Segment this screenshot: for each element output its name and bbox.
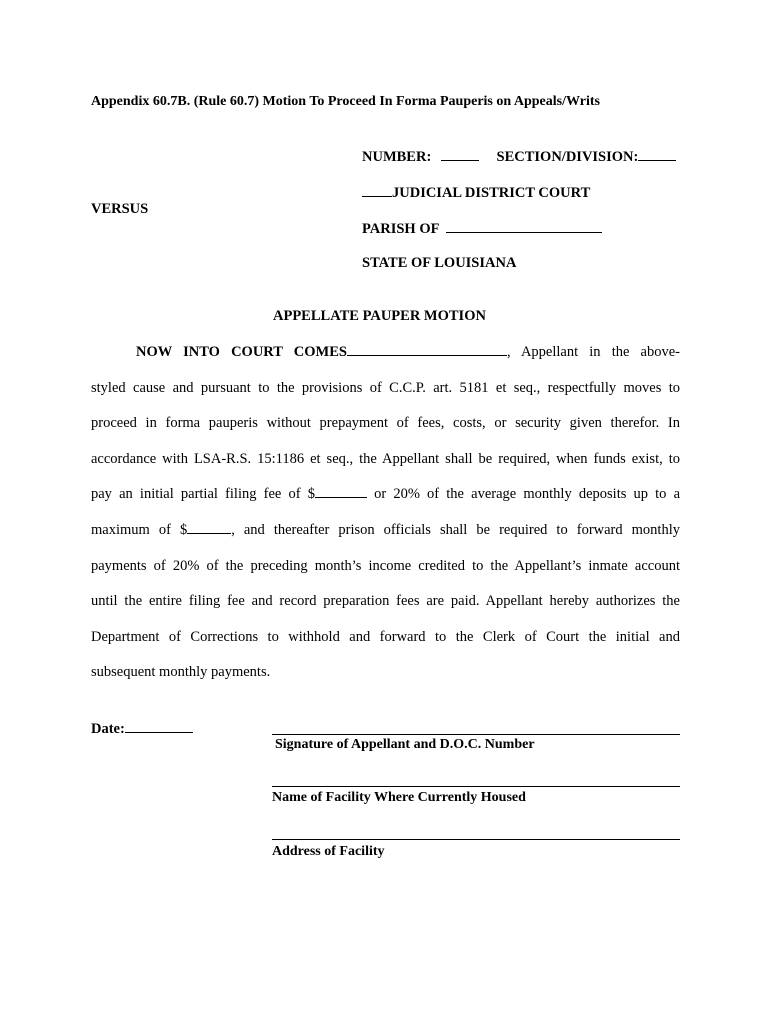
motion-line-1: [91, 335, 680, 371]
parish-row: [362, 219, 602, 238]
address-line: [272, 839, 680, 840]
line-1-end: , Appellant in the above-: [506, 344, 680, 360]
signature-label: Signature of Appellant and D.O.C. Number: [275, 737, 535, 752]
motion-line-10: subsequent monthly payments.: [91, 664, 271, 681]
initial-fee-blank: [315, 484, 367, 498]
motion-heading: APPELLATE PAUPER MOTION: [273, 308, 486, 324]
district-number-blank: [362, 183, 392, 197]
parish-blank: [446, 219, 602, 233]
signature-line: [272, 734, 680, 735]
motion-line-4: accordance with LSA-R.S. 15:1186 et seq., the Appellant shall be required, when funds exist, to: [91, 450, 680, 467]
line-5-end: or 20% of the average monthly deposits up to a: [374, 486, 681, 503]
facility-line: [272, 786, 680, 787]
address-label: Address of Facility: [272, 844, 385, 859]
motion-line-3: proceed in forma pauperis without prepayment of fees, costs, or security given therefor. In: [91, 415, 680, 432]
facility-label: Name of Facility Where Currently Housed: [272, 790, 526, 805]
court-label: JUDICIAL DISTRICT COURT: [392, 185, 591, 201]
date-blank: [125, 719, 193, 733]
line-6-start: maximum of $: [91, 522, 188, 538]
maximum-fee-blank: [187, 520, 231, 534]
motion-line-5: [91, 477, 680, 513]
versus-label: VERSUS: [91, 201, 149, 217]
state-label: STATE OF LOUISIANA: [362, 255, 517, 271]
line-6-end: , and thereafter prison officials shall be required to forward monthly: [231, 522, 680, 538]
section-division-label: SECTION/DIVISION:: [496, 149, 639, 165]
document-title: Appendix 60.7B. (Rule 60.7) Motion To Proceed In Forma Pauperis on Appeals/Writs: [91, 94, 600, 109]
motion-line-6: [91, 513, 680, 549]
case-number-row: [362, 147, 676, 166]
court-row: [362, 183, 590, 202]
motion-line-2: styled cause and pursuant to the provisions of C.C.P. art. 5181 et seq., respectfully moves to: [91, 379, 680, 396]
motion-line-9: Department of Corrections to withhold and forward to the Clerk of Court the initial and: [91, 628, 680, 645]
motion-line-7: payments of 20% of the preceding month’s income credited to the Appellant’s inmate account: [91, 557, 680, 574]
motion-line-8: until the entire filing fee and record preparation fees are paid. Appellant hereby authorizes the: [91, 593, 680, 610]
date-label: Date:: [91, 721, 125, 737]
number-blank: [441, 147, 479, 161]
now-into-court-label: NOW INTO COURT COMES: [136, 344, 347, 360]
number-label: NUMBER:: [362, 149, 432, 165]
appellant-name-blank: [347, 342, 507, 356]
date-row: [91, 719, 193, 738]
parish-label: PARISH OF: [362, 221, 439, 237]
line-5-start: pay an initial partial filing fee of $: [91, 486, 315, 503]
section-division-blank: [638, 147, 676, 161]
